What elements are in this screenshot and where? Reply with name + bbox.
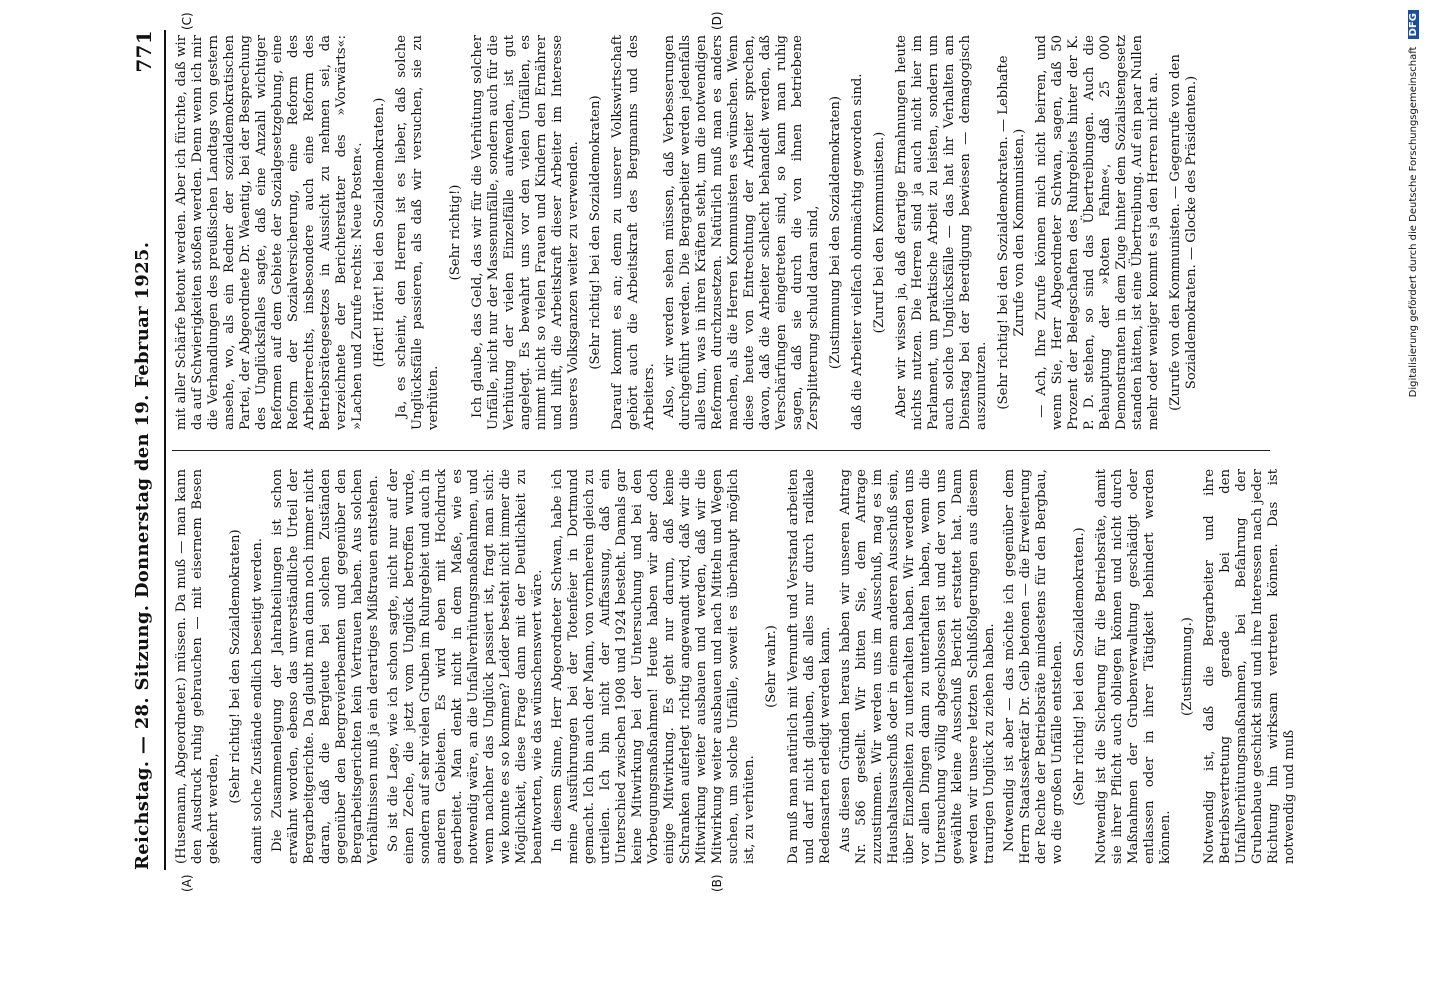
interjection: (Sehr richtig! bei den Sozialdemokraten) [228, 529, 243, 804]
right-text-column [174, 35, 1206, 430]
interjection: (Zurufe von den Kommunisten. — Gegenrufe von den Sozialdemokraten. — Glocke des Präsidenten.) [1168, 54, 1199, 411]
interjection: (Sehr richtig! bei den Sozialdemokraten. — Lebhafte Zurufe von den Kommunisten.) [996, 55, 1027, 410]
interjection: (Sehr richtig!) [448, 184, 463, 281]
column-divider [172, 450, 1270, 451]
paragraph: daß die Arbeiter vielfach ohnmächtig geworden sind. [850, 73, 865, 430]
interjection: (Sehr richtig! bei den Sozialdemokraten) [588, 95, 603, 370]
paragraph: (Husemann, Abgeordneter.) müssen. Da muß — man kann den Ausdruck ruhig gebrauchen — mit eisernem Besen gekehrt werden, [174, 469, 221, 864]
paragraph: Ja, es scheint, den Herren ist es lieber, daß solche Unglücksfälle passieren, als daß wir versuchen, sie zu verhüten. [394, 35, 441, 430]
margin-mark-b: (B) [710, 874, 724, 892]
paragraph: Notwendig ist aber — das möchte ich gegenüber dem Herrn Staatssekretär Dr. Geib betonen — die Erweiterung der Rechte der Betriebsräte mindestens für den Bergbau, wo die großen Unfälle entstehen. [1002, 469, 1065, 864]
paragraph: Notwendig ist, daß die Bergarbeiter und ihre Betriebsvertretung gerade bei den Unfallverhütungsmaßnahmen, bei Befahrung der Grubenbaue geschickt sind und ihre Interessen nach jeder Richtung hin wirksam vertreten können. Das ist notwendig und muß [1202, 469, 1297, 864]
paragraph: — Ach, Ihre Zurufe können mich nicht beirren, und wenn Sie, Herr Abgeordneter Schwan, sagen, daß 50 Prozent der Belegschaften des Ruhrgebiets hinter der K. P. D. stehen, so sind das Übertreibungen. Auch die Behauptung der »Roten Fahne«, daß 25 000 Demonstranten in dem Zuge hinter dem Sozialistengesetz standen hätten, ist eine Übertreibung. Auf ein paar Nullen mehr oder weniger kommt es ja den Herren nicht an. [1034, 35, 1161, 430]
interjection: (Zustimmung bei den Sozialdemokraten) [828, 95, 843, 370]
dfg-logo: DFG [1408, 10, 1419, 39]
paragraph: Die Zusammenlegung der Jahrabteilungen ist schon erwähnt worden, ebenso das unverständliche Urteil der Bergarbeitgerichte. Da glaubt man dann noch immer nicht daran, daß die Bergleute bei solchen Zuständen gegenüber den Bergrevierbeamten und gegenüber den Bergarbeitsgerichten kein Vertrauen haben. Aus solchen Verhältnissen muß ja ein derartiges Mißtrauen entstehen. [270, 469, 381, 864]
header-rule [164, 30, 166, 870]
digitization-note [1408, 10, 1428, 990]
interjection: (Sehr richtig! bei den Sozialdemokraten.) [1072, 527, 1087, 806]
interjection: (Zuruf bei den Kommunisten.) [872, 131, 887, 334]
interjection: (Sehr wahr.) [764, 625, 779, 708]
paragraph: Aber wir wissen ja, daß derartige Ermahnungen heute nichts nutzen. Die Herren sind ja auch nicht hier im Parlament, um praktische Arbeit zu leisten, sondern um auch solche Unglücksfälle — das hat ihr Verhalten am Dienstag bei der Beerdigung bewiesen — demagogisch auszunutzen. [894, 35, 989, 430]
paragraph: Also, wir werden sehen müssen, daß Verbesserungen durchgeführt werden. Die Bergarbeiter werden jedenfalls alles tun, was in ihren Kräften steht, um die notwendigen Reformen durchzusetzen. Natürlich muß man es anders machen, als die Herren Kommunisten es wünschen. Wenn diese heute von Entrechtung der Arbeiter sprechen, davon, daß die Arbeiter schlecht behandelt werden, daß Verschärfungen eingetreten sind, so kann man ruhig sagen, daß sie durch die von ihnen betriebene Zersplitterung schuld daran sind, [662, 35, 821, 430]
paragraph: In diesem Sinne, Herr Abgeordneter Schwan, habe ich meine Ausführungen bei der Totenfeier in Dortmund gemacht. Ich bin auch der Mann, von vornherein gleich zu urteilen. Ich bin nicht der Auffassung, daß ein Unterschied zwischen 1908 und 1924 besteht. Damals gar keine Mitwirkung bei der Untersuchung und bei den Vorbeugungsmaßnahmen! Heute haben wir aber doch einige Mitwirkung. Es geht nur darum, daß keine Schranken auferlegt richtig angewandt wird, daß wir die Mitwirkung weiter ausbauen und werden, daß wir die Mitwirkung weiter ausbauen und nach Mitteln und Wegen suchen, um solche Unfälle, soweit es überhaupt möglich ist, zu verhüten. [550, 469, 757, 864]
paragraph: So ist die Lage, wie ich schon sagte, nicht nur auf der einen Zeche, die jetzt vom Unglück betroffen wurde, sondern auf sehr vielen Gruben im Ruhrgebiet und auch in anderen Gebieten. Es wird eben mit Hochdruck gearbeitet. Man denkt nicht in dem Maße, wie es notwendig wäre, an die Unfallverhütungsmaßnahmen, und wenn nachher das Unglück passiert ist, fragt man sich: wie konnte es so kommen? Leider besteht nicht immer die Möglichkeit, diese Frage dann mit der Deutlichkeit zu beantworten, wie das wünschenswert wäre. [386, 469, 545, 864]
paragraph: Notwendig ist die Sicherung für die Betriebsräte, damit sie ihrer Pflicht auch obliegen können und nicht durch Maßnahmen der Grubenverwaltung geschädigt oder entlassen oder in ihrer Tätigkeit behindert werden können. [1094, 469, 1173, 864]
paragraph: mit aller Schärfe betont werden. Aber ich fürchte, daß wir da auf Schwierigkeiten stoßen werden. Denn wenn ich mir die Verhandlungen des preußischen Landtags von gestern ansehe, wo, als ein Redner der sozialdemokratischen Partei, der Abgeordnete Dr. Waentig, bei der Besprechung des Unglücksfalles sagte, daß eine Anzahl wichtiger Reformen auf dem Gebiete der Sozialgesetzgebung, eine Reform der Sozialversicherung, eine Reform des Arbeiterrechts, insbesondere auch eine Reform des Betriebsrätegesetzes in Aussicht zu nehmen sei, da verzeichnete der Berichterstatter des »Vorwärts«: »Lachen und Zurufe rechts: Neue Posten«. [174, 35, 365, 430]
paragraph: Darauf kommt es an; denn zu unserer Volkswirtschaft gehört auch die Arbeitskraft des Bergmanns und des Arbeiters. [610, 35, 657, 430]
paragraph: Ich glaube, das Geld, das wir für die Verhütung solcher Unfälle, nicht nur der Massenunfälle, sondern auch für die Verhütung der vielen Einzelfälle aufwenden, ist gut angelegt. Es bewahrt uns vor den vielen Unfällen, es nimmt nicht so vielen Frauen und Kindern den Ernährer und hilft, die Arbeitskraft dieser Arbeiter im Interesse unseres Volksganzen weiter zu verwenden. [470, 35, 581, 430]
left-text-column [174, 469, 1302, 864]
header-title: Reichstag. — 28. Sitzung. Donnerstag den 19. Februar 1925. [132, 241, 153, 870]
paragraph: damit solche Zustände endlich beseitigt werden. [250, 538, 265, 864]
rotated-document-page [110, 0, 1310, 900]
margin-mark-a: (A) [180, 874, 194, 892]
paragraph: Da muß man natürlich mit Vernunft und Verstand arbeiten und darf nicht glauben, daß alles nur durch radikale Redensarten erledigt werden kann. [786, 469, 833, 864]
paragraph: Aus diesen Gründen heraus haben wir unseren Antrag Nr. 586 gestellt. Wir bitten Sie, dem Antrage zuzustimmen. Wir werden uns im Ausschuß, mag es im Haushaltsausschuß oder in einem anderen Ausschuß sein, über Einzelheiten zu unterhalten haben. Wir werden uns vor allen Dingen dann zu unterhalten haben, wenn die Untersuchung völlig abgeschlossen ist und der von uns gewählte kleine Ausschuß Bericht erstattet hat. Dann werden wir unsere letzten Schlußfolgerungen aus diesem traurigen Unglück zu ziehen haben. [838, 469, 997, 864]
margin-mark-c: (C) [180, 12, 194, 30]
digitization-credit: Digitalisierung gefördert durch die Deutsche Forschungsgemeinschaft [1408, 46, 1419, 398]
interjection: (Zustimmung.) [1180, 617, 1195, 716]
interjection: (Hört! Hört! bei den Sozialdemokraten.) [372, 97, 387, 368]
running-header [132, 30, 162, 870]
page-number: 771 [132, 30, 156, 73]
scanned-page [110, 0, 1310, 900]
margin-mark-d: (D) [710, 11, 724, 30]
